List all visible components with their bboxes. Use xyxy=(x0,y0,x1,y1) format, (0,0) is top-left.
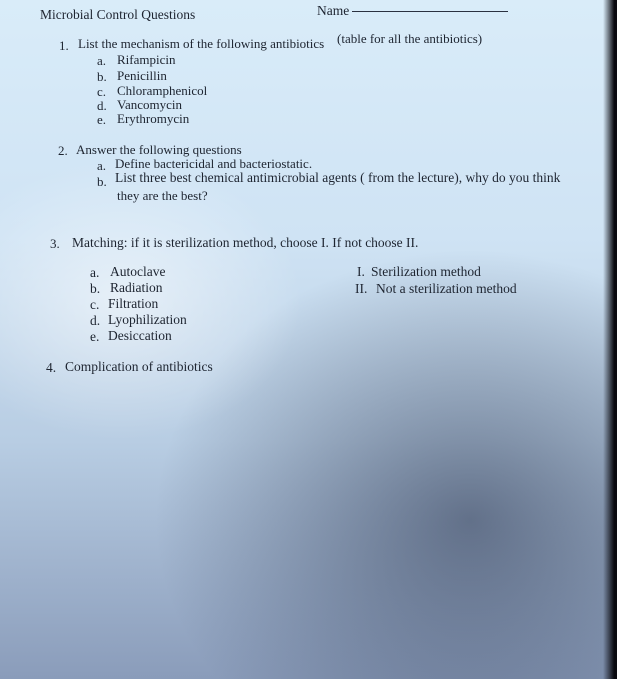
q2-item-letter: a. xyxy=(97,158,107,173)
q2-prompt: Answer the following questions xyxy=(76,142,242,157)
q3-option-label: I. xyxy=(357,264,365,279)
q1-item-text: Rifampicin xyxy=(117,52,176,67)
q3-prompt: Matching: if it is sterilization method, choose I. If not choose II. xyxy=(72,235,419,250)
q1-item-letter: a. xyxy=(97,53,107,68)
q3-item-letter: b. xyxy=(90,281,101,296)
q1-item-text: Vancomycin xyxy=(117,97,182,112)
q3-number: 3. xyxy=(50,236,60,251)
q3-option-label: II. xyxy=(355,281,368,296)
q1-item-letter: e. xyxy=(97,112,107,127)
document-title: Microbial Control Questions xyxy=(40,7,196,22)
q3-option-text: Not a sterilization method xyxy=(376,281,517,296)
q3-item-letter: e. xyxy=(90,329,100,344)
q2-number: 2. xyxy=(58,143,68,158)
q3-item-text: Autoclave xyxy=(110,264,166,279)
q4-prompt: Complication of antibiotics xyxy=(65,359,213,374)
q2-item-text: Define bactericidal and bacteriostatic. xyxy=(115,156,313,171)
q4-number: 4. xyxy=(46,360,57,375)
q1-item-letter: d. xyxy=(97,98,107,113)
q3-option-text: Sterilization method xyxy=(371,264,481,279)
q3-item-text: Filtration xyxy=(108,296,159,311)
q3-item-letter: c. xyxy=(90,297,100,312)
q1-item-letter: b. xyxy=(97,69,107,84)
q3-item-text: Lyophilization xyxy=(108,312,187,327)
q3-item-text: Desiccation xyxy=(108,328,172,343)
q1-item-text: Chloramphenicol xyxy=(117,83,208,98)
q1-item-letter: c. xyxy=(97,84,107,99)
q1-note: (table for all the antibiotics) xyxy=(337,31,483,46)
q2-item-text: List three best chemical antimicrobial agents ( from the lecture), why do you think xyxy=(115,170,561,185)
q1-item-text: Erythromycin xyxy=(117,111,190,126)
q1-prompt: List the mechanism of the following antibiotics xyxy=(78,36,325,51)
q1-item-text: Penicillin xyxy=(117,68,167,83)
q3-item-letter: d. xyxy=(90,313,101,328)
photo-edge-shadow xyxy=(603,0,617,679)
name-label: Name xyxy=(317,3,350,18)
q3-item-letter: a. xyxy=(90,265,100,280)
q2-item-letter: b. xyxy=(97,174,107,189)
q2-item-continuation: they are the best? xyxy=(117,188,208,203)
name-blank-line xyxy=(352,11,508,12)
q3-item-text: Radiation xyxy=(110,280,163,295)
q1-number: 1. xyxy=(59,38,69,53)
